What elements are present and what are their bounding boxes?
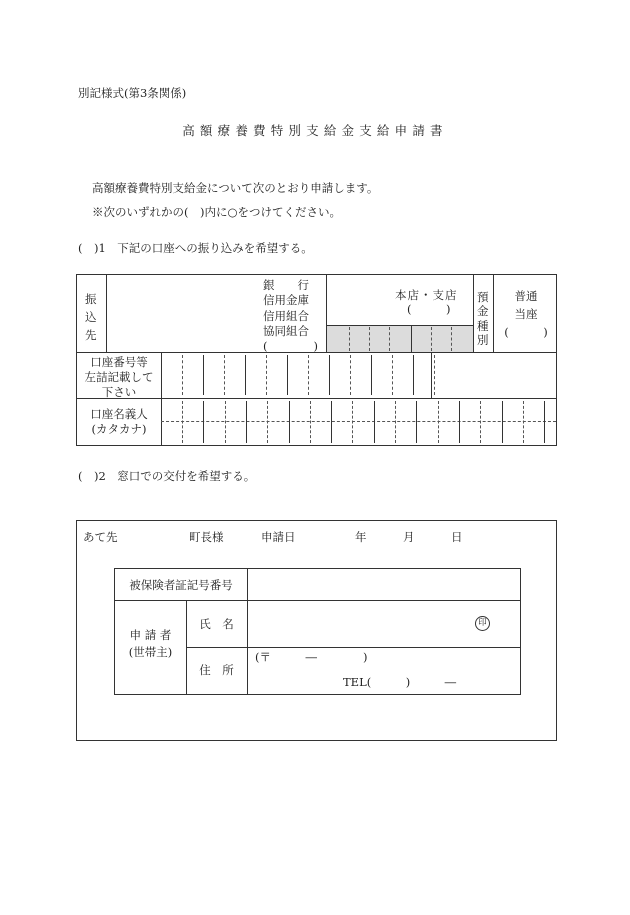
bank-type-options[interactable]: 銀 行 信用金庫 信用組合 協同組合 ( ) bbox=[263, 278, 318, 354]
cell-divider bbox=[350, 355, 351, 395]
cell-divider bbox=[266, 355, 267, 395]
cell-divider bbox=[224, 355, 225, 395]
application-box bbox=[76, 520, 557, 741]
month-label[interactable]: 月 bbox=[403, 530, 415, 544]
deposit-type-label: 預 金 種 別 bbox=[477, 290, 489, 348]
cell-divider bbox=[413, 355, 414, 395]
cell-divider bbox=[287, 355, 288, 395]
name-label: 氏 名 bbox=[199, 617, 234, 631]
branch-type-paren: ( ) bbox=[407, 302, 451, 316]
cell-divider bbox=[182, 355, 183, 395]
account-number-label: 口座番号等 左詰記載して 下さい bbox=[84, 355, 154, 399]
cell-divider bbox=[203, 401, 204, 443]
cell-divider bbox=[225, 401, 226, 443]
intro-statement: 高額療養費特別支給金について次のとおり申請します。 bbox=[92, 181, 379, 195]
year-label[interactable]: 年 bbox=[355, 530, 367, 544]
transfer-destination-label: 振 込 先 bbox=[85, 292, 97, 342]
cell-divider bbox=[246, 401, 247, 443]
phone-field[interactable]: TEL( ) ― bbox=[343, 675, 457, 689]
cell-divider bbox=[395, 401, 396, 443]
cell-divider bbox=[289, 401, 290, 443]
intro-instruction: ※次のいずれかの( )内に○をつけてください。 bbox=[92, 205, 342, 219]
option-2-counter[interactable]: ( )2 窓口での交付を希望する。 bbox=[78, 469, 256, 483]
application-date-label: 申請日 bbox=[261, 530, 296, 544]
cell-divider bbox=[459, 401, 460, 443]
applicant-table bbox=[114, 568, 521, 695]
cell-divider bbox=[374, 401, 375, 443]
account-holder-label: 口座名義人 (カタカナ) bbox=[90, 407, 148, 436]
cell-divider bbox=[310, 401, 311, 443]
cell-divider bbox=[182, 401, 183, 443]
address-label: 住 所 bbox=[199, 663, 234, 677]
cell-divider bbox=[434, 355, 435, 395]
insured-id-label: 被保険者証記号番号 bbox=[129, 578, 233, 592]
cell-divider bbox=[544, 401, 545, 443]
addressee-label: あて先 bbox=[83, 530, 118, 544]
bank-account-table bbox=[76, 274, 557, 446]
cell-divider bbox=[502, 401, 503, 443]
cell-divider bbox=[523, 401, 524, 443]
cell-divider bbox=[331, 401, 332, 443]
mayor-label: 町長様 bbox=[189, 530, 224, 544]
cell-divider bbox=[392, 355, 393, 395]
cell-divider bbox=[267, 401, 268, 443]
option-1-transfer[interactable]: ( )1 下記の口座への振り込みを希望する。 bbox=[78, 241, 313, 255]
cell-divider bbox=[371, 355, 372, 395]
cell-divider bbox=[329, 355, 330, 395]
applicant-label: 申 請 者 (世帯主) bbox=[128, 628, 173, 659]
cell-divider bbox=[308, 355, 309, 395]
postal-code-field[interactable]: (〒 ― ) bbox=[255, 650, 368, 664]
form-number-label: 別記様式(第3条関係) bbox=[78, 86, 187, 100]
cell-divider bbox=[480, 401, 481, 443]
cell-divider bbox=[416, 401, 417, 443]
day-label[interactable]: 日 bbox=[451, 530, 463, 544]
cell-divider bbox=[245, 355, 246, 395]
branch-type-options[interactable]: 本店・支店 bbox=[395, 288, 458, 302]
document-title: 高額療養費特別支給金支給申請書 bbox=[182, 123, 448, 138]
cell-divider bbox=[438, 401, 439, 443]
cell-divider bbox=[352, 401, 353, 443]
deposit-type-options[interactable]: 普通 当座 ( ) bbox=[504, 289, 548, 339]
seal-mark: 印 bbox=[475, 616, 490, 631]
cell-divider bbox=[203, 355, 204, 395]
